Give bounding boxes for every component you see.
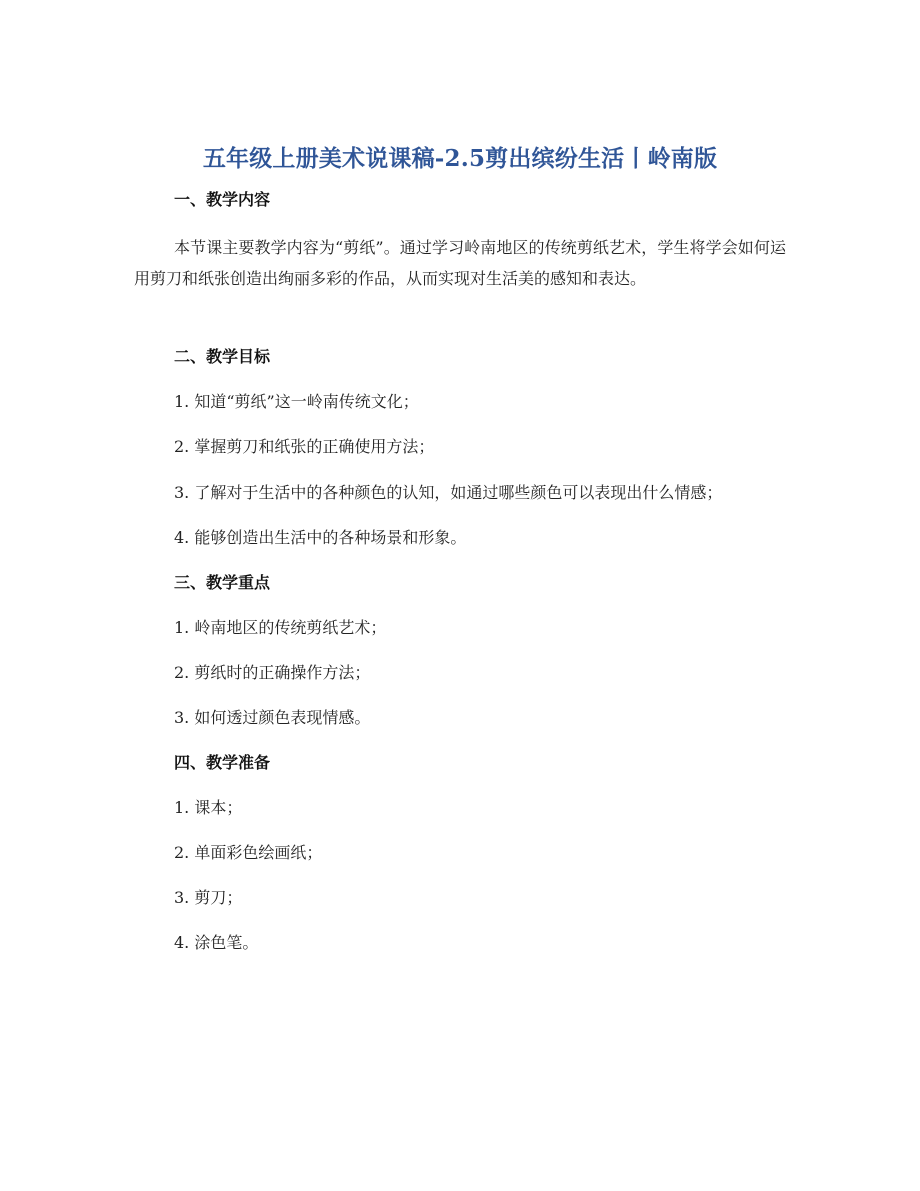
list-item: 2. 单面彩色绘画纸； bbox=[174, 843, 323, 862]
section-heading-teaching-content: 一、教学内容 bbox=[174, 190, 271, 209]
section-heading-teaching-goals: 二、教学目标 bbox=[174, 347, 271, 366]
list-item: 1. 知道“剪纸”这一岭南传统文化； bbox=[174, 392, 419, 411]
teaching-content-paragraph: 本节课主要教学内容为“剪纸”。通过学习岭南地区的传统剪纸艺术，学生将学会如何运用剪刀和纸张创造出绚丽多彩的作品，从而实现对生活美的感知和表达。 bbox=[134, 238, 786, 288]
list-item: 4. 能够创造出生活中的各种场景和形象。 bbox=[174, 528, 467, 547]
list-item: 3. 剪刀； bbox=[174, 888, 243, 907]
list-item: 3. 如何透过颜色表现情感。 bbox=[174, 708, 371, 727]
document-title: 五年级上册美术说课稿-2.5剪出缤纷生活丨岭南版 bbox=[202, 145, 718, 172]
list-item: 1. 岭南地区的传统剪纸艺术； bbox=[174, 618, 387, 637]
list-item: 1. 课本； bbox=[174, 798, 243, 817]
list-item: 3. 了解对于生活中的各种颜色的认知，如通过哪些颜色可以表现出什么情感； bbox=[174, 483, 723, 502]
list-item: 2. 剪纸时的正确操作方法； bbox=[174, 663, 371, 682]
list-item: 4. 涂色笔。 bbox=[174, 933, 259, 952]
section-heading-teaching-focus: 三、教学重点 bbox=[174, 573, 271, 592]
list-item: 2. 掌握剪刀和纸张的正确使用方法； bbox=[174, 437, 435, 456]
section-heading-teaching-preparation: 四、教学准备 bbox=[174, 753, 271, 772]
